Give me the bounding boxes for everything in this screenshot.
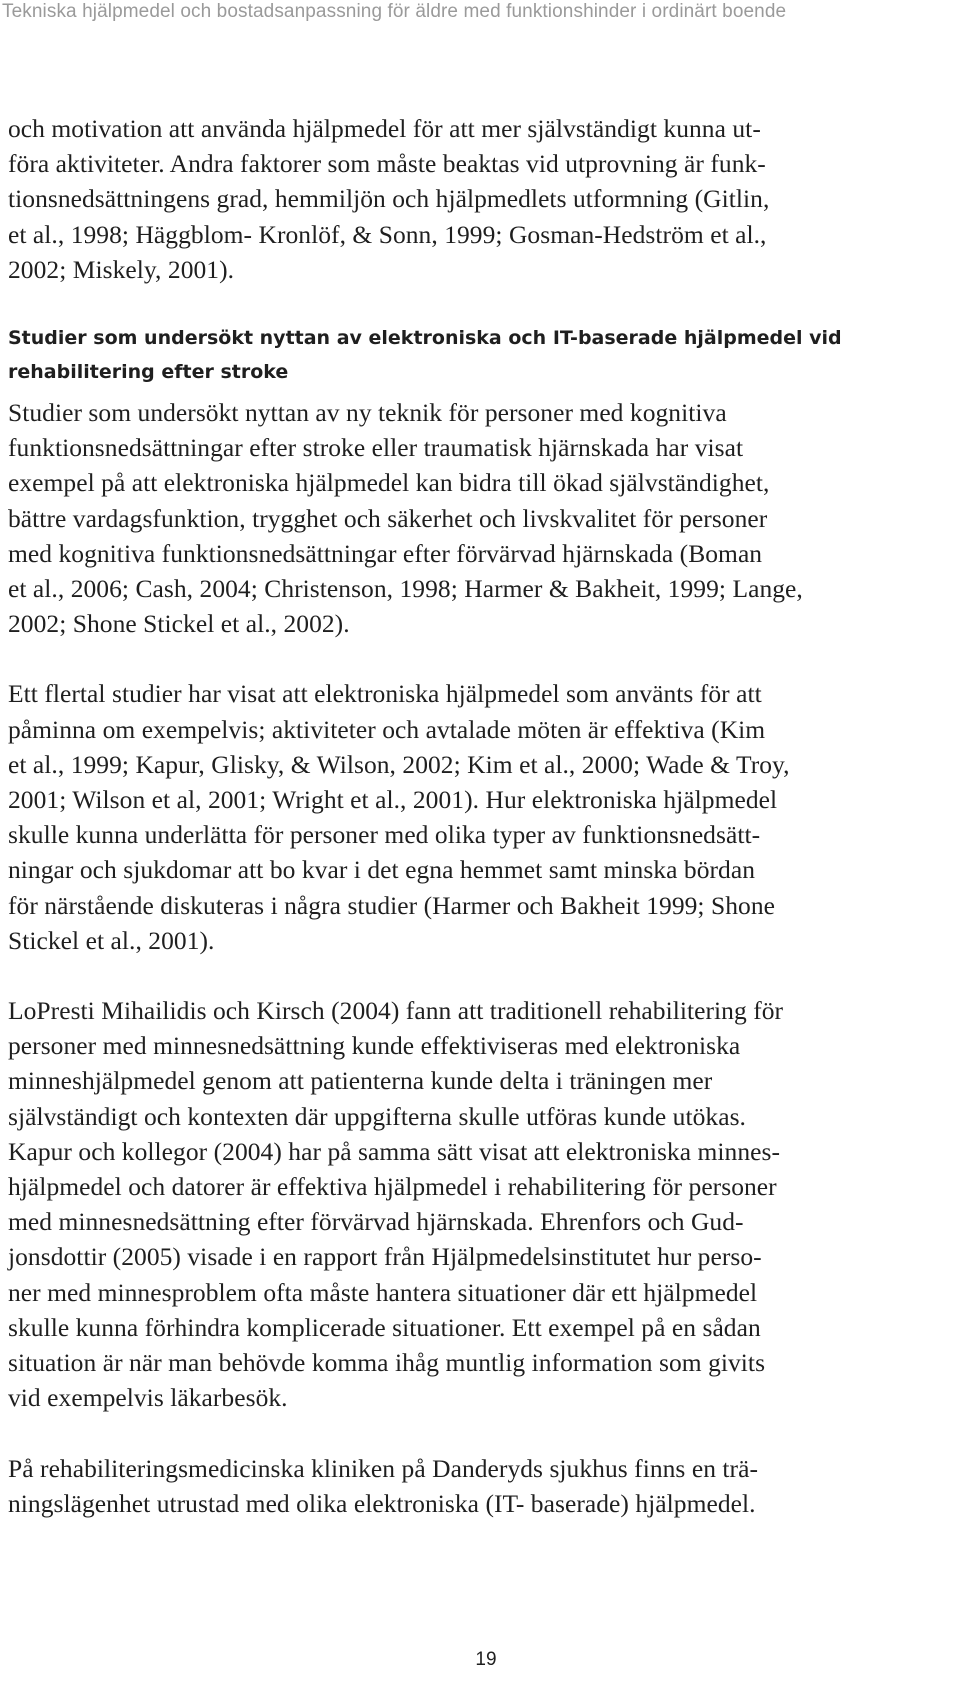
- text-line: påminna om exempelvis; aktiviteter och avtalade möten är effektiva (Kim: [8, 714, 766, 744]
- text-line: för närstående diskuteras i några studier (Harmer och Bakheit 1999; Shone: [8, 890, 775, 920]
- text-line: vid exempelvis läkarbesök.: [8, 1383, 288, 1413]
- text-line: situation är när man behövde komma ihåg muntlig information som givits: [8, 1348, 766, 1378]
- text-line: hjälpmedel och datorer är effektiva hjälpmedel i rehabilitering för personer: [8, 1172, 777, 1202]
- text-line: Kapur och kollegor (2004) har på samma sätt visat att elektroniska minnes-: [8, 1136, 781, 1166]
- text-line: exempel på att elektroniska hjälpmedel kan bidra till ökad självständighet,: [8, 468, 770, 498]
- paragraph-3: [8, 676, 928, 958]
- text-line: bättre vardagsfunktion, trygghet och säkerhet och livskvalitet för personer: [8, 503, 768, 533]
- text-line: 2001; Wilson et al, 2001; Wright et al., 2001). Hur elektroniska hjälpmedel: [8, 785, 778, 815]
- text-line: jonsdottir (2005) visade i en rapport från Hjälpmedelsinstitutet hur perso-: [8, 1242, 762, 1272]
- paragraph-5: [8, 1451, 928, 1521]
- paragraph-4: [8, 993, 928, 1415]
- text-line: På rehabiliteringsmedicinska kliniken på Danderyds sjukhus finns en trä-: [8, 1453, 759, 1483]
- text-line: ningslägenhet utrustad med olika elektroniska (IT- baserade) hjälpmedel.: [8, 1488, 756, 1518]
- text-line: föra aktiviteter. Andra faktorer som måste beaktas vid utprovning är funk-: [8, 149, 766, 179]
- text-line: et al., 1999; Kapur, Glisky, & Wilson, 2002; Kim et al., 2000; Wade & Troy,: [8, 749, 790, 779]
- heading-line: Studier som undersökt nyttan av elektroniska och IT-baserade hjälpmedel vid: [8, 327, 842, 350]
- text-line: 2002; Shone Stickel et al., 2002).: [8, 609, 350, 639]
- text-line: ner med minnesproblem ofta måste hantera situationer där ett hjälpmedel: [8, 1277, 758, 1307]
- text-line: skulle kunna underlätta för personer med olika typer av funktionsnedsätt-: [8, 820, 761, 850]
- text-line: och motivation att använda hjälpmedel för att mer självständigt kunna ut-: [8, 114, 761, 143]
- text-line: med kognitiva funktionsnedsättningar efter förvärvad hjärnskada (Boman: [8, 538, 763, 568]
- text-line: 2002; Miskely, 2001).: [8, 254, 235, 284]
- text-line: ningar och sjukdomar att bo kvar i det egna hemmet samt minska bördan: [8, 855, 756, 885]
- paragraph-1: [8, 111, 928, 287]
- text-line: skulle kunna förhindra komplicerade situationer. Ett exempel på en sådan: [8, 1312, 761, 1342]
- page-number: 19: [475, 1649, 497, 1670]
- text-line: minneshjälpmedel genom att patienterna kunde delta i träningen mer: [8, 1066, 713, 1096]
- text-line: Stickel et al., 2001).: [8, 925, 215, 955]
- paragraph-2: [8, 395, 928, 641]
- text-line: et al., 1998; Häggblom- Kronlöf, & Sonn, 1999; Gosman-Hedström et al.,: [8, 219, 767, 249]
- text-line: självständigt och kontexten där uppgifterna skulle utföras kunde utökas.: [8, 1101, 746, 1131]
- text-line: LoPresti Mihailidis och Kirsch (2004) fann att traditionell rehabilitering för: [8, 996, 784, 1026]
- document-body: [8, 111, 928, 1521]
- text-line: Studier som undersökt nyttan av ny teknik för personer med kognitiva: [8, 398, 727, 428]
- text-line: et al., 2006; Cash, 2004; Christenson, 1998; Harmer & Bakheit, 1999; Lange,: [8, 574, 803, 604]
- text-line: Ett flertal studier har visat att elektroniska hjälpmedel som använts för att: [8, 679, 762, 709]
- text-line: personer med minnesnedsättning kunde effektiviseras med elektroniska: [8, 1031, 741, 1061]
- text-line: med minnesnedsättning efter förvärvad hjärnskada. Ehrenfors och Gud-: [8, 1207, 744, 1237]
- running-header: Tekniska hjälpmedel och bostadsanpassning för äldre med funktionshinder i ordinärt boende: [2, 1, 787, 22]
- text-line: funktionsnedsättningar efter stroke eller traumatisk hjärnskada har visat: [8, 433, 744, 463]
- heading-line: rehabilitering efter stroke: [8, 361, 289, 384]
- section-heading: [8, 321, 928, 389]
- text-line: tionsnedsättningens grad, hemmiljön och hjälpmedlets utformning (Gitlin,: [8, 184, 770, 214]
